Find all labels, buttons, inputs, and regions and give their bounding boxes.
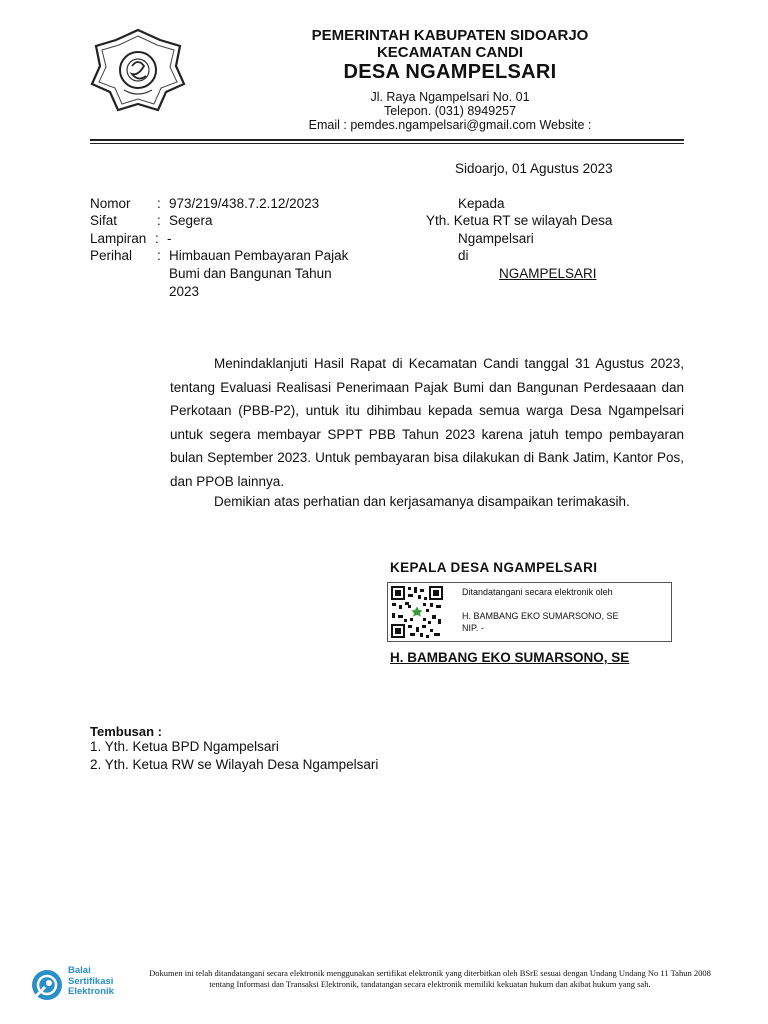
tembusan-item-2: 2. Yth. Ketua RW se Wilayah Desa Ngampelsari (90, 757, 379, 772)
sifat-value: Segera (169, 213, 213, 228)
tembusan-item-1: 1. Yth. Ketua BPD Ngampelsari (90, 739, 279, 754)
recipient-place: NGAMPELSARI (499, 266, 597, 281)
qr-code-icon (390, 585, 444, 639)
recipient-di: di (458, 248, 469, 263)
lampiran-value: - (167, 231, 172, 246)
sifat-label: Sifat (90, 213, 118, 228)
letterhead-phone: Telepon. (031) 8949257 (383, 104, 517, 118)
e-signature-text (462, 586, 619, 635)
nomor-colon: : (157, 196, 161, 211)
letterhead-rule-thin (90, 143, 684, 144)
perihal-line-2: Bumi dan Bangunan Tahun (169, 266, 332, 281)
perihal-line-3: 2023 (169, 284, 200, 299)
sifat-colon: : (157, 213, 161, 228)
letterhead-district: KECAMATAN CANDI (376, 44, 524, 61)
bsre-logo (30, 966, 130, 1002)
letterhead-address: Jl. Raya Ngampelsari No. 01 (370, 90, 530, 104)
footer-disclaimer: Dokumen ini telah ditandatangani secara elektronik menggunakan sertifikat elektronik yang diterbitkan oleh BSrE sesuai dengan Undang Undang No 11 Tahun 2008 tentang Informasi dan Transaksi Elektronik, tandatangan secara elektronik memiliki kekuatan hukum dan akibat hukum yang sah. (149, 968, 711, 989)
letter-date: Sidoarjo, 01 Agustus 2023 (455, 161, 613, 176)
perihal-line-1: Himbauan Pembayaran Pajak (169, 248, 349, 263)
letterhead-government: PEMERINTAH KABUPATEN SIDOARJO (311, 27, 589, 44)
e-signature-line-2: H. BAMBANG EKO SUMARSONO, SE (462, 610, 619, 621)
body-paragraph-1: Menindaklanjuti Hasil Rapat di Kecamatan Candi tanggal 31 Agustus 2023, tentang Evaluasi Realisasi Penerimaan Pajak Bumi dan Bangunan Perdesaaan dan Perkotaan (PBB-P2), untuk itu dihimbau kepada semua warga Desa Ngampelsari untuk segera membayar SPPT PBB Tahun 2023 karena jatuh tempo pembayaran bulan September 2023. Untuk pembayaran bisa dilakukan di Bank Jatim, Kantor Pos, dan PPOB lainnya. (170, 356, 684, 489)
signature-title: KEPALA DESA NGAMPELSARI (390, 560, 598, 575)
bsre-logo-icon (30, 968, 64, 1002)
signatory-name: H. BAMBANG EKO SUMARSONO, SE (390, 650, 630, 665)
e-signature-line-1: Ditandatangani secara elektronik oleh (462, 587, 613, 597)
perihal-label: Perihal (90, 248, 133, 263)
e-signature-line-3: NIP. - (462, 623, 484, 633)
nomor-value: 973/219/438.7.2.12/2023 (169, 196, 320, 211)
letterhead-village: DESA NGAMPELSARI (343, 61, 557, 83)
recipient-kepada: Kepada (458, 196, 505, 211)
bsre-logo-line-2: Sertifikasi (68, 975, 114, 987)
letterhead-email: Email : pemdes.ngampelsari@gmail.com Website : (308, 118, 592, 132)
body-paragraph-2: Demikian atas perhatian dan kerjasamanya disampaikan terimakasih. (214, 494, 630, 509)
nomor-label: Nomor (90, 196, 131, 211)
bsre-logo-line-1: Balai (68, 965, 91, 976)
recipient-desa: Ngampelsari (458, 231, 534, 246)
letterhead-rule-thick (90, 139, 684, 141)
kabupaten-emblem-icon (88, 26, 188, 116)
lampiran-label: Lampiran (90, 231, 147, 246)
e-signature-box (387, 582, 672, 642)
recipient-yth: Yth. Ketua RT se wilayah Desa (426, 213, 613, 228)
bsre-logo-line-3: Elektronik (68, 986, 114, 997)
tembusan-title: Tembusan : (90, 724, 162, 739)
lampiran-colon: : (155, 231, 159, 246)
perihal-colon: : (157, 248, 161, 263)
